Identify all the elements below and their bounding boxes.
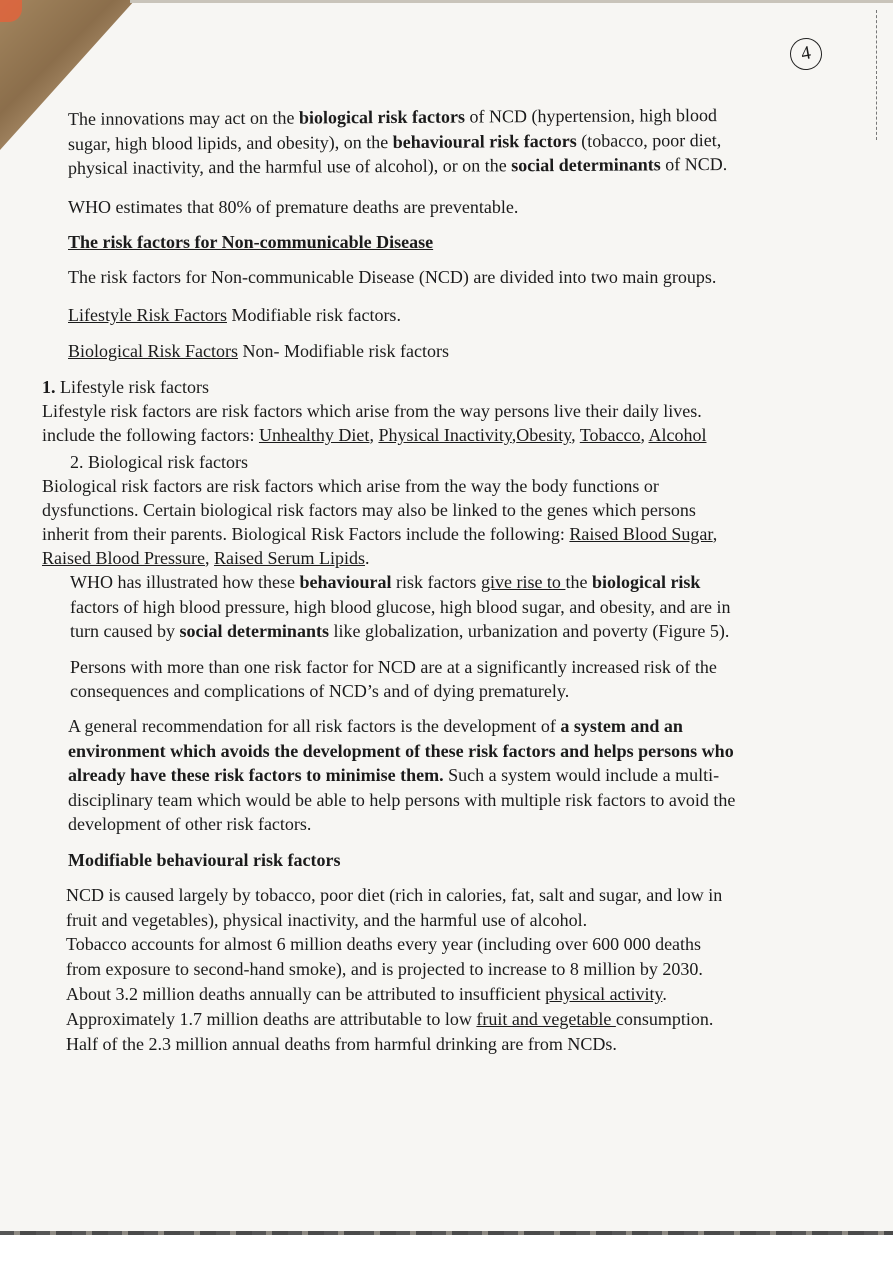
paragraph-line: dysfunctions. Certain biological risk factors may also be linked to the genes which persons	[42, 500, 696, 520]
risk-group-lifestyle: Lifestyle Risk Factors Modifiable risk factors.	[68, 305, 401, 325]
section-heading: Modifiable behavioural risk factors	[68, 850, 341, 870]
paragraph-line: Persons with more than one risk factor for NCD are at a significantly increased risk of the	[70, 657, 717, 677]
top-edge	[130, 0, 893, 3]
paragraph-line: Raised Blood Pressure, Raised Serum Lipids.	[42, 548, 370, 568]
paragraph-line: The risk factors for Non-communicable Disease (NCD) are divided into two main groups.	[68, 267, 717, 287]
paragraph-line: development of other risk factors.	[68, 814, 312, 834]
paragraph-line: physical inactivity, and the harmful use of alcohol), or on the social determinants of NCD.	[67, 153, 728, 179]
paragraph-line: WHO has illustrated how these behavioural risk factors give rise to the biological risk	[70, 572, 701, 592]
paragraph-line: About 3.2 million deaths annually can be attributed to insufficient physical activity.	[66, 984, 667, 1004]
paragraph-line: sugar, high blood lipids, and obesity), on the behavioural risk factors (tobacco, poor diet,	[67, 130, 722, 154]
paragraph-line: include the following factors: Unhealthy Diet, Physical Inactivity,Obesity, Tobacco, Alcohol	[42, 425, 707, 445]
page-number: 4	[787, 35, 824, 72]
paragraph-line: consequences and complications of NCD’s and of dying prematurely.	[70, 681, 570, 701]
margin-marks	[875, 10, 877, 140]
paragraph-line: Biological risk factors are risk factors which arise from the way the body functions or	[42, 476, 659, 496]
risk-group-biological: Biological Risk Factors Non- Modifiable risk factors	[68, 341, 449, 361]
paragraph-line: disciplinary team which would be able to help persons with multiple risk factors to avoid the	[68, 790, 736, 810]
paragraph-line: Approximately 1.7 million deaths are attributable to low fruit and vegetable consumption.	[66, 1009, 714, 1029]
paragraph-line: Half of the 2.3 million annual deaths from harmful drinking are from NCDs.	[66, 1034, 617, 1054]
section-heading: The risk factors for Non-communicable Disease	[68, 232, 434, 252]
bottom-margin	[0, 1235, 893, 1263]
paragraph-line: A general recommendation for all risk factors is the development of a system and an	[68, 716, 683, 736]
paragraph-line: turn caused by social determinants like globalization, urbanization and poverty (Figure 5).	[70, 621, 730, 641]
subsection-title: 2. Biological risk factors	[70, 452, 248, 472]
paragraph-line: Lifestyle risk factors are risk factors which arise from the way persons live their daily lives.	[42, 401, 702, 421]
paragraph-line: from exposure to second-hand smoke), and is projected to increase to 8 million by 2030.	[66, 959, 703, 979]
paragraph-line: fruit and vegetables), physical inactivity, and the harmful use of alcohol.	[66, 910, 588, 930]
paragraph-line: environment which avoids the development of these risk factors and helps persons who	[68, 741, 734, 761]
paragraph-line: already have these risk factors to minimise them. Such a system would include a multi-	[68, 765, 720, 785]
subsection-title: 1. Lifestyle risk factors	[42, 377, 209, 397]
paragraph-line: Tobacco accounts for almost 6 million deaths every year (including over 600 000 deaths	[66, 934, 702, 954]
paragraph-line: inherit from their parents. Biological Risk Factors include the following: Raised Blood Sugar,	[42, 524, 718, 544]
paragraph-line: NCD is caused largely by tobacco, poor diet (rich in calories, fat, salt and sugar, and low in	[66, 885, 723, 905]
paragraph-line: WHO estimates that 80% of premature deaths are preventable.	[68, 197, 519, 217]
paragraph-line: The innovations may act on the biological risk factors of NCD (hypertension, high blood	[67, 105, 717, 129]
paragraph-line: factors of high blood pressure, high blood glucose, high blood sugar, and obesity, and are in	[70, 597, 731, 617]
